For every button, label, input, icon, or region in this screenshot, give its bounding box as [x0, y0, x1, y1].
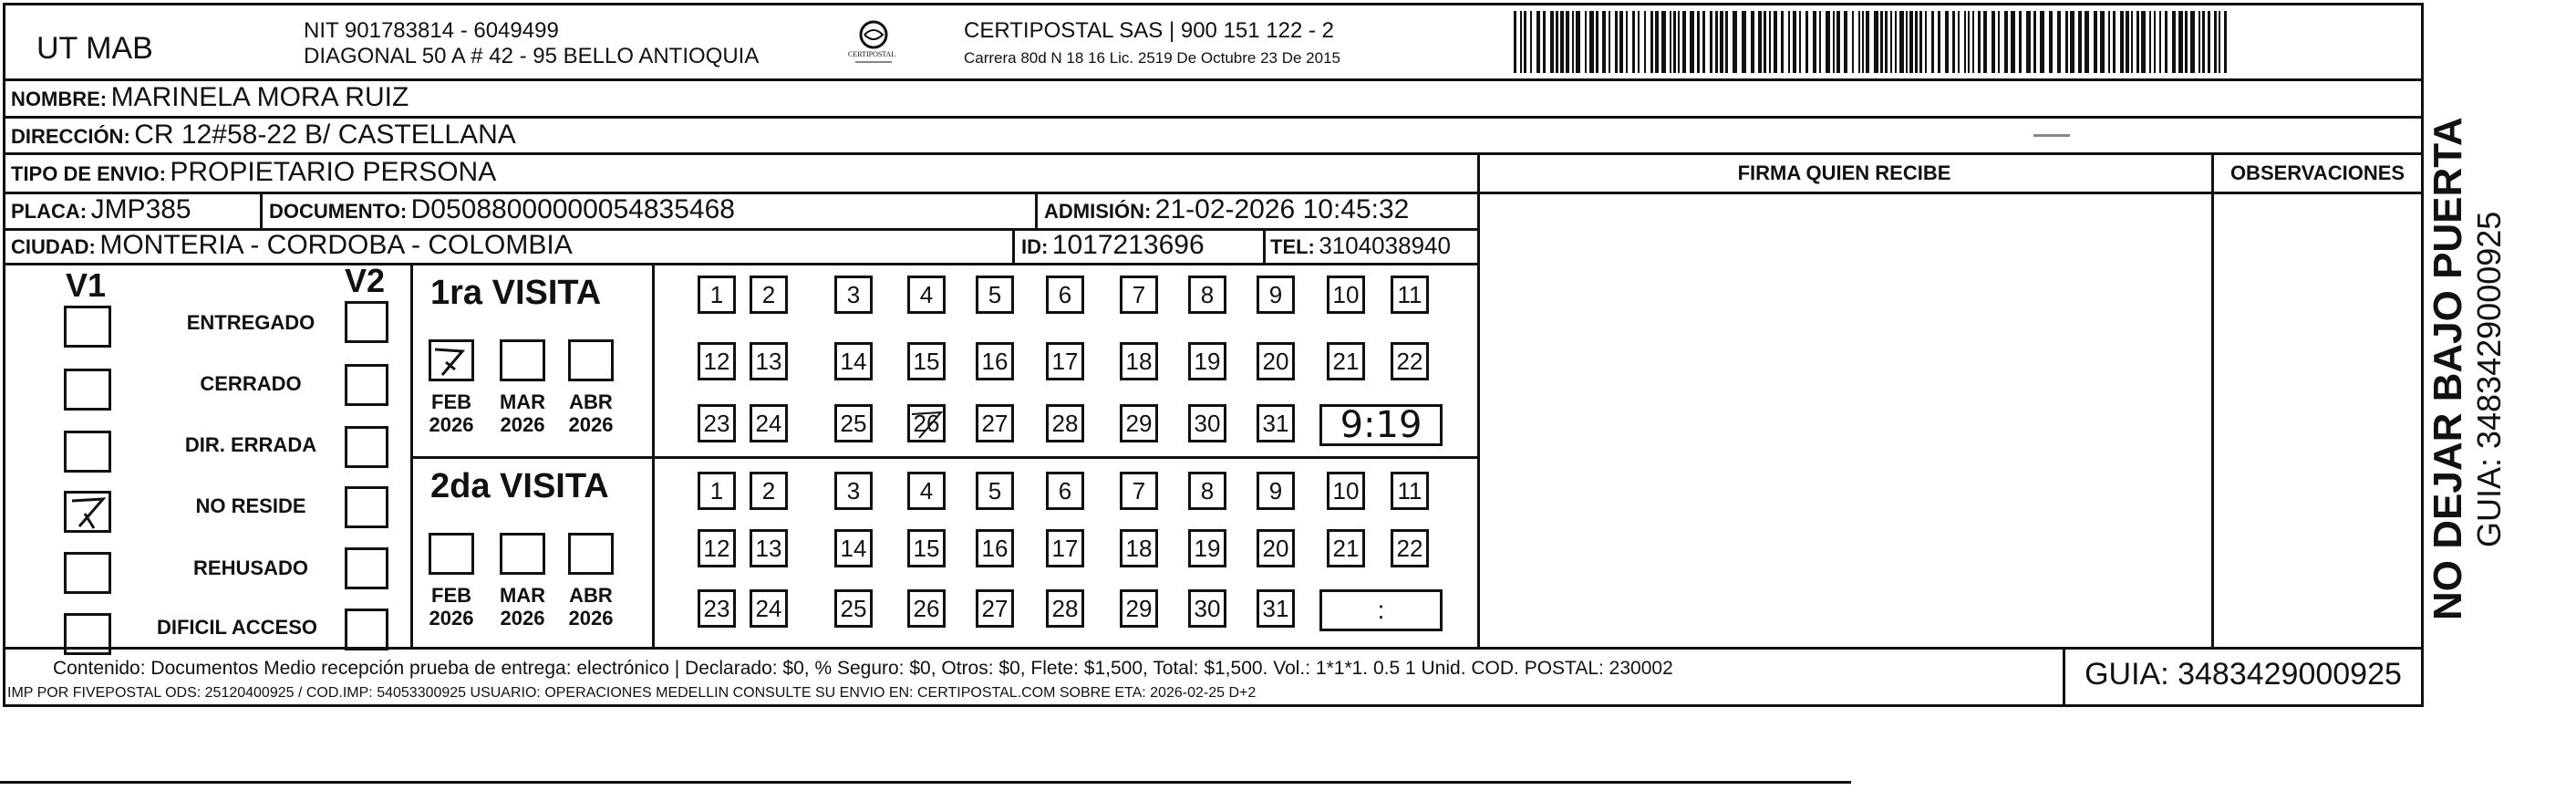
ciudad-label: CIUDAD:: [11, 235, 96, 258]
day-checkbox[interactable]: 31: [1257, 404, 1295, 442]
month-checkbox[interactable]: [429, 533, 474, 575]
v2-label: V2: [345, 262, 386, 299]
check-mark-icon: [910, 407, 945, 442]
status-v1-checkbox[interactable]: [64, 369, 111, 411]
day-checkbox[interactable]: 2: [750, 276, 788, 314]
day-checkbox[interactable]: 30: [1188, 404, 1226, 442]
status-label: NO RESIDE: [195, 494, 306, 517]
v1-label: V1: [66, 266, 107, 304]
day-checkbox[interactable]: 6: [1046, 276, 1084, 314]
day-checkbox[interactable]: 20: [1257, 342, 1295, 380]
month-year: 2026: [568, 607, 614, 630]
documento-value: D05088000000054835468: [410, 194, 735, 224]
month-year: 2026: [568, 413, 614, 437]
day-checkbox[interactable]: 5: [976, 472, 1014, 510]
day-checkbox[interactable]: 21: [1327, 529, 1365, 567]
day-checkbox[interactable]: 23: [698, 589, 736, 628]
day-checkbox[interactable]: 9: [1257, 276, 1295, 314]
month-name: FEB: [431, 390, 471, 413]
month-name: FEB: [431, 584, 471, 607]
month-label: [495, 584, 550, 630]
logo-text: CERTIPOSTAL: [848, 50, 896, 58]
footer-contenido: Contenido: Documentos Medio recepción prueba de entrega: electrónico | Declarado: $0, % Seguro: $0, Otros: $0, Flete: $1,500, Total: $1,500. Vol.: 1*1*1. 0.5 1 Unid. COD. POSTAL: 230002: [53, 658, 1673, 679]
day-checkbox[interactable]: 18: [1120, 529, 1158, 567]
day-checkbox[interactable]: 26: [907, 404, 946, 442]
month-checkbox[interactable]: [429, 339, 474, 381]
status-label: CERRADO: [200, 372, 302, 395]
id-row: [1021, 232, 1205, 259]
day-checkbox[interactable]: 9: [1257, 472, 1295, 510]
certipostal-logo: [837, 18, 910, 69]
placa-row: [11, 196, 191, 224]
day-checkbox[interactable]: 25: [834, 589, 873, 628]
admision-value: 21-02-2026 10:45:32: [1154, 194, 1410, 224]
day-checkbox[interactable]: 27: [976, 589, 1014, 628]
day-checkbox[interactable]: 10: [1327, 472, 1365, 510]
footer-guia: GUIA: 3483429000925: [2085, 657, 2402, 692]
page-bottom-line: [0, 781, 1851, 784]
status-v2-checkbox[interactable]: [345, 301, 388, 343]
day-checkbox[interactable]: 29: [1120, 589, 1158, 628]
day-checkbox[interactable]: 19: [1188, 529, 1226, 567]
documento-label: DOCUMENTO:: [269, 200, 408, 223]
day-checkbox[interactable]: 16: [976, 529, 1014, 567]
day-checkbox[interactable]: 12: [698, 342, 736, 380]
id-value: 1017213696: [1051, 230, 1205, 260]
status-label: ENTREGADO: [186, 311, 316, 334]
month-name: MAR: [499, 390, 546, 413]
month-label: [424, 390, 479, 437]
day-checkbox[interactable]: 8: [1188, 472, 1226, 510]
scribble-mark: [2033, 134, 2070, 137]
nombre-label: NOMBRE:: [11, 88, 108, 110]
day-checkbox[interactable]: 4: [907, 276, 946, 314]
day-checkbox[interactable]: 12: [698, 529, 736, 567]
direccion-value: CR 12#58-22 B/ CASTELLANA: [134, 120, 516, 150]
id-label: ID:: [1021, 235, 1049, 258]
visit-title: 2da VISITA: [430, 467, 609, 505]
day-checkbox[interactable]: 27: [976, 404, 1014, 442]
day-checkbox[interactable]: 26: [907, 589, 946, 628]
documento-row: [269, 196, 735, 224]
carrier-name: CERTIPOSTAL SAS | 900 151 122 - 2: [964, 18, 1334, 43]
day-checkbox[interactable]: 28: [1046, 589, 1084, 628]
month-name: ABR: [569, 390, 613, 413]
day-checkbox[interactable]: 15: [907, 529, 946, 567]
tel-value: 3104038940: [1319, 232, 1451, 259]
placa-value: JMP385: [90, 194, 191, 224]
day-checkbox[interactable]: 7: [1120, 472, 1158, 510]
month-label: [424, 584, 479, 630]
month-year: 2026: [429, 607, 474, 630]
company-nit: NIT 901783814 - 6049499: [304, 18, 559, 43]
day-checkbox[interactable]: 11: [1391, 472, 1429, 510]
day-checkbox[interactable]: 19: [1188, 342, 1226, 380]
time-value: :: [1377, 596, 1385, 624]
day-checkbox[interactable]: 22: [1391, 342, 1429, 380]
check-mark-icon: [431, 342, 471, 379]
day-checkbox[interactable]: 20: [1257, 529, 1295, 567]
side-guia: GUIA: 3483429000925: [2470, 211, 2508, 547]
status-v2-checkbox[interactable]: [345, 486, 388, 528]
month-checkbox[interactable]: [500, 339, 545, 381]
day-checkbox[interactable]: 14: [834, 529, 873, 567]
day-checkbox[interactable]: 6: [1046, 472, 1084, 510]
day-checkbox[interactable]: 23: [698, 404, 736, 442]
direccion-label: DIRECCIÓN:: [11, 125, 130, 148]
day-checkbox[interactable]: 8: [1188, 276, 1226, 314]
tel-row: [1270, 234, 1451, 257]
tel-label: TEL:: [1270, 235, 1315, 258]
status-label: DIR. ERRADA: [184, 433, 317, 456]
barcode-icon: [1514, 11, 2234, 73]
month-year: 2026: [500, 607, 545, 630]
month-checkbox[interactable]: [568, 533, 614, 575]
month-name: MAR: [499, 584, 546, 607]
day-checkbox[interactable]: 3: [834, 276, 873, 314]
day-checkbox[interactable]: 5: [976, 276, 1014, 314]
day-checkbox[interactable]: 25: [834, 404, 873, 442]
company-name: UT MAB: [36, 31, 153, 66]
day-checkbox[interactable]: 1: [698, 276, 736, 314]
day-checkbox[interactable]: 16: [976, 342, 1014, 380]
carrier-license: Carrera 80d N 18 16 Lic. 2519 De Octubre 23 De 2015: [964, 49, 1340, 67]
month-year: 2026: [429, 413, 474, 437]
footer-imp: IMP POR FIVEPOSTAL ODS: 25120400925 / COD.IMP: 54053300925 USUARIO: OPERACIONES MEDELLIN CONSULTE SU ENVIO EN: CERTIPOSTAL.COM SOBRE ETA: 2026-02-25 D+2: [7, 685, 1257, 701]
firma-header: FIRMA QUIEN RECIBE: [1737, 161, 1951, 184]
day-checkbox[interactable]: 1: [698, 472, 736, 510]
day-checkbox[interactable]: 18: [1120, 342, 1158, 380]
month-year: 2026: [500, 413, 545, 437]
day-checkbox[interactable]: 28: [1046, 404, 1084, 442]
status-v2-checkbox[interactable]: [345, 364, 388, 406]
status-v2-checkbox[interactable]: [345, 426, 388, 468]
company-address: DIAGONAL 50 A # 42 - 95 BELLO ANTIOQUIA: [304, 44, 760, 68]
day-checkbox[interactable]: 29: [1120, 404, 1158, 442]
day-checkbox[interactable]: 2: [750, 472, 788, 510]
day-checkbox[interactable]: 21: [1327, 342, 1365, 380]
tipo-row: [11, 159, 496, 186]
day-checkbox[interactable]: 3: [834, 472, 873, 510]
logo-icon: [837, 18, 910, 69]
status-label: REHUSADO: [193, 557, 308, 579]
day-checkbox[interactable]: 10: [1327, 276, 1365, 314]
status-v1-checkbox[interactable]: [64, 431, 111, 473]
admision-label: ADMISIÓN:: [1044, 200, 1152, 223]
day-checkbox[interactable]: 11: [1391, 276, 1429, 314]
day-checkbox[interactable]: 17: [1046, 529, 1084, 567]
status-label: DIFICIL ACCESO: [156, 616, 317, 639]
month-checkbox[interactable]: [568, 339, 614, 381]
month-checkbox[interactable]: [500, 533, 545, 575]
month-label: [564, 584, 618, 630]
status-v1-checkbox[interactable]: [64, 491, 111, 533]
day-checkbox[interactable]: 13: [750, 529, 788, 567]
month-name: ABR: [569, 584, 613, 607]
day-checkbox[interactable]: 13: [750, 342, 788, 380]
day-checkbox[interactable]: 24: [750, 589, 788, 628]
visit-title: 1ra VISITA: [430, 274, 602, 312]
day-checkbox[interactable]: 4: [907, 472, 946, 510]
observaciones-header: OBSERVACIONES: [2229, 161, 2405, 184]
day-checkbox[interactable]: 7: [1120, 276, 1158, 314]
day-checkbox[interactable]: 22: [1391, 529, 1429, 567]
tipo-label: TIPO DE ENVIO:: [11, 162, 166, 185]
time-value: 9:19: [1340, 404, 1422, 446]
time-field[interactable]: [1319, 404, 1443, 446]
day-checkbox[interactable]: 24: [750, 404, 788, 442]
status-v2-checkbox[interactable]: [345, 609, 388, 650]
day-checkbox[interactable]: 15: [907, 342, 946, 380]
admision-row: [1044, 196, 1409, 224]
check-mark-icon: [67, 494, 109, 530]
status-v2-checkbox[interactable]: [345, 547, 388, 589]
status-v1-checkbox[interactable]: [64, 552, 111, 594]
direccion-row: [11, 121, 516, 149]
day-checkbox[interactable]: 31: [1257, 589, 1295, 628]
day-checkbox[interactable]: 17: [1046, 342, 1084, 380]
ciudad-value: MONTERIA - CORDOBA - COLOMBIA: [99, 230, 573, 260]
side-warning: NO DEJAR BAJO PUERTA: [2426, 117, 2470, 620]
nombre-row: [11, 84, 409, 111]
nombre-value: MARINELA MORA RUIZ: [110, 82, 409, 112]
day-checkbox[interactable]: 14: [834, 342, 873, 380]
placa-label: PLACA:: [11, 200, 88, 223]
tipo-value: PROPIETARIO PERSONA: [170, 157, 497, 187]
month-label: [495, 390, 550, 437]
month-label: [564, 390, 618, 437]
ciudad-row: [11, 232, 573, 259]
status-v1-checkbox[interactable]: [64, 306, 111, 348]
time-field[interactable]: [1319, 589, 1443, 631]
day-checkbox[interactable]: 30: [1188, 589, 1226, 628]
